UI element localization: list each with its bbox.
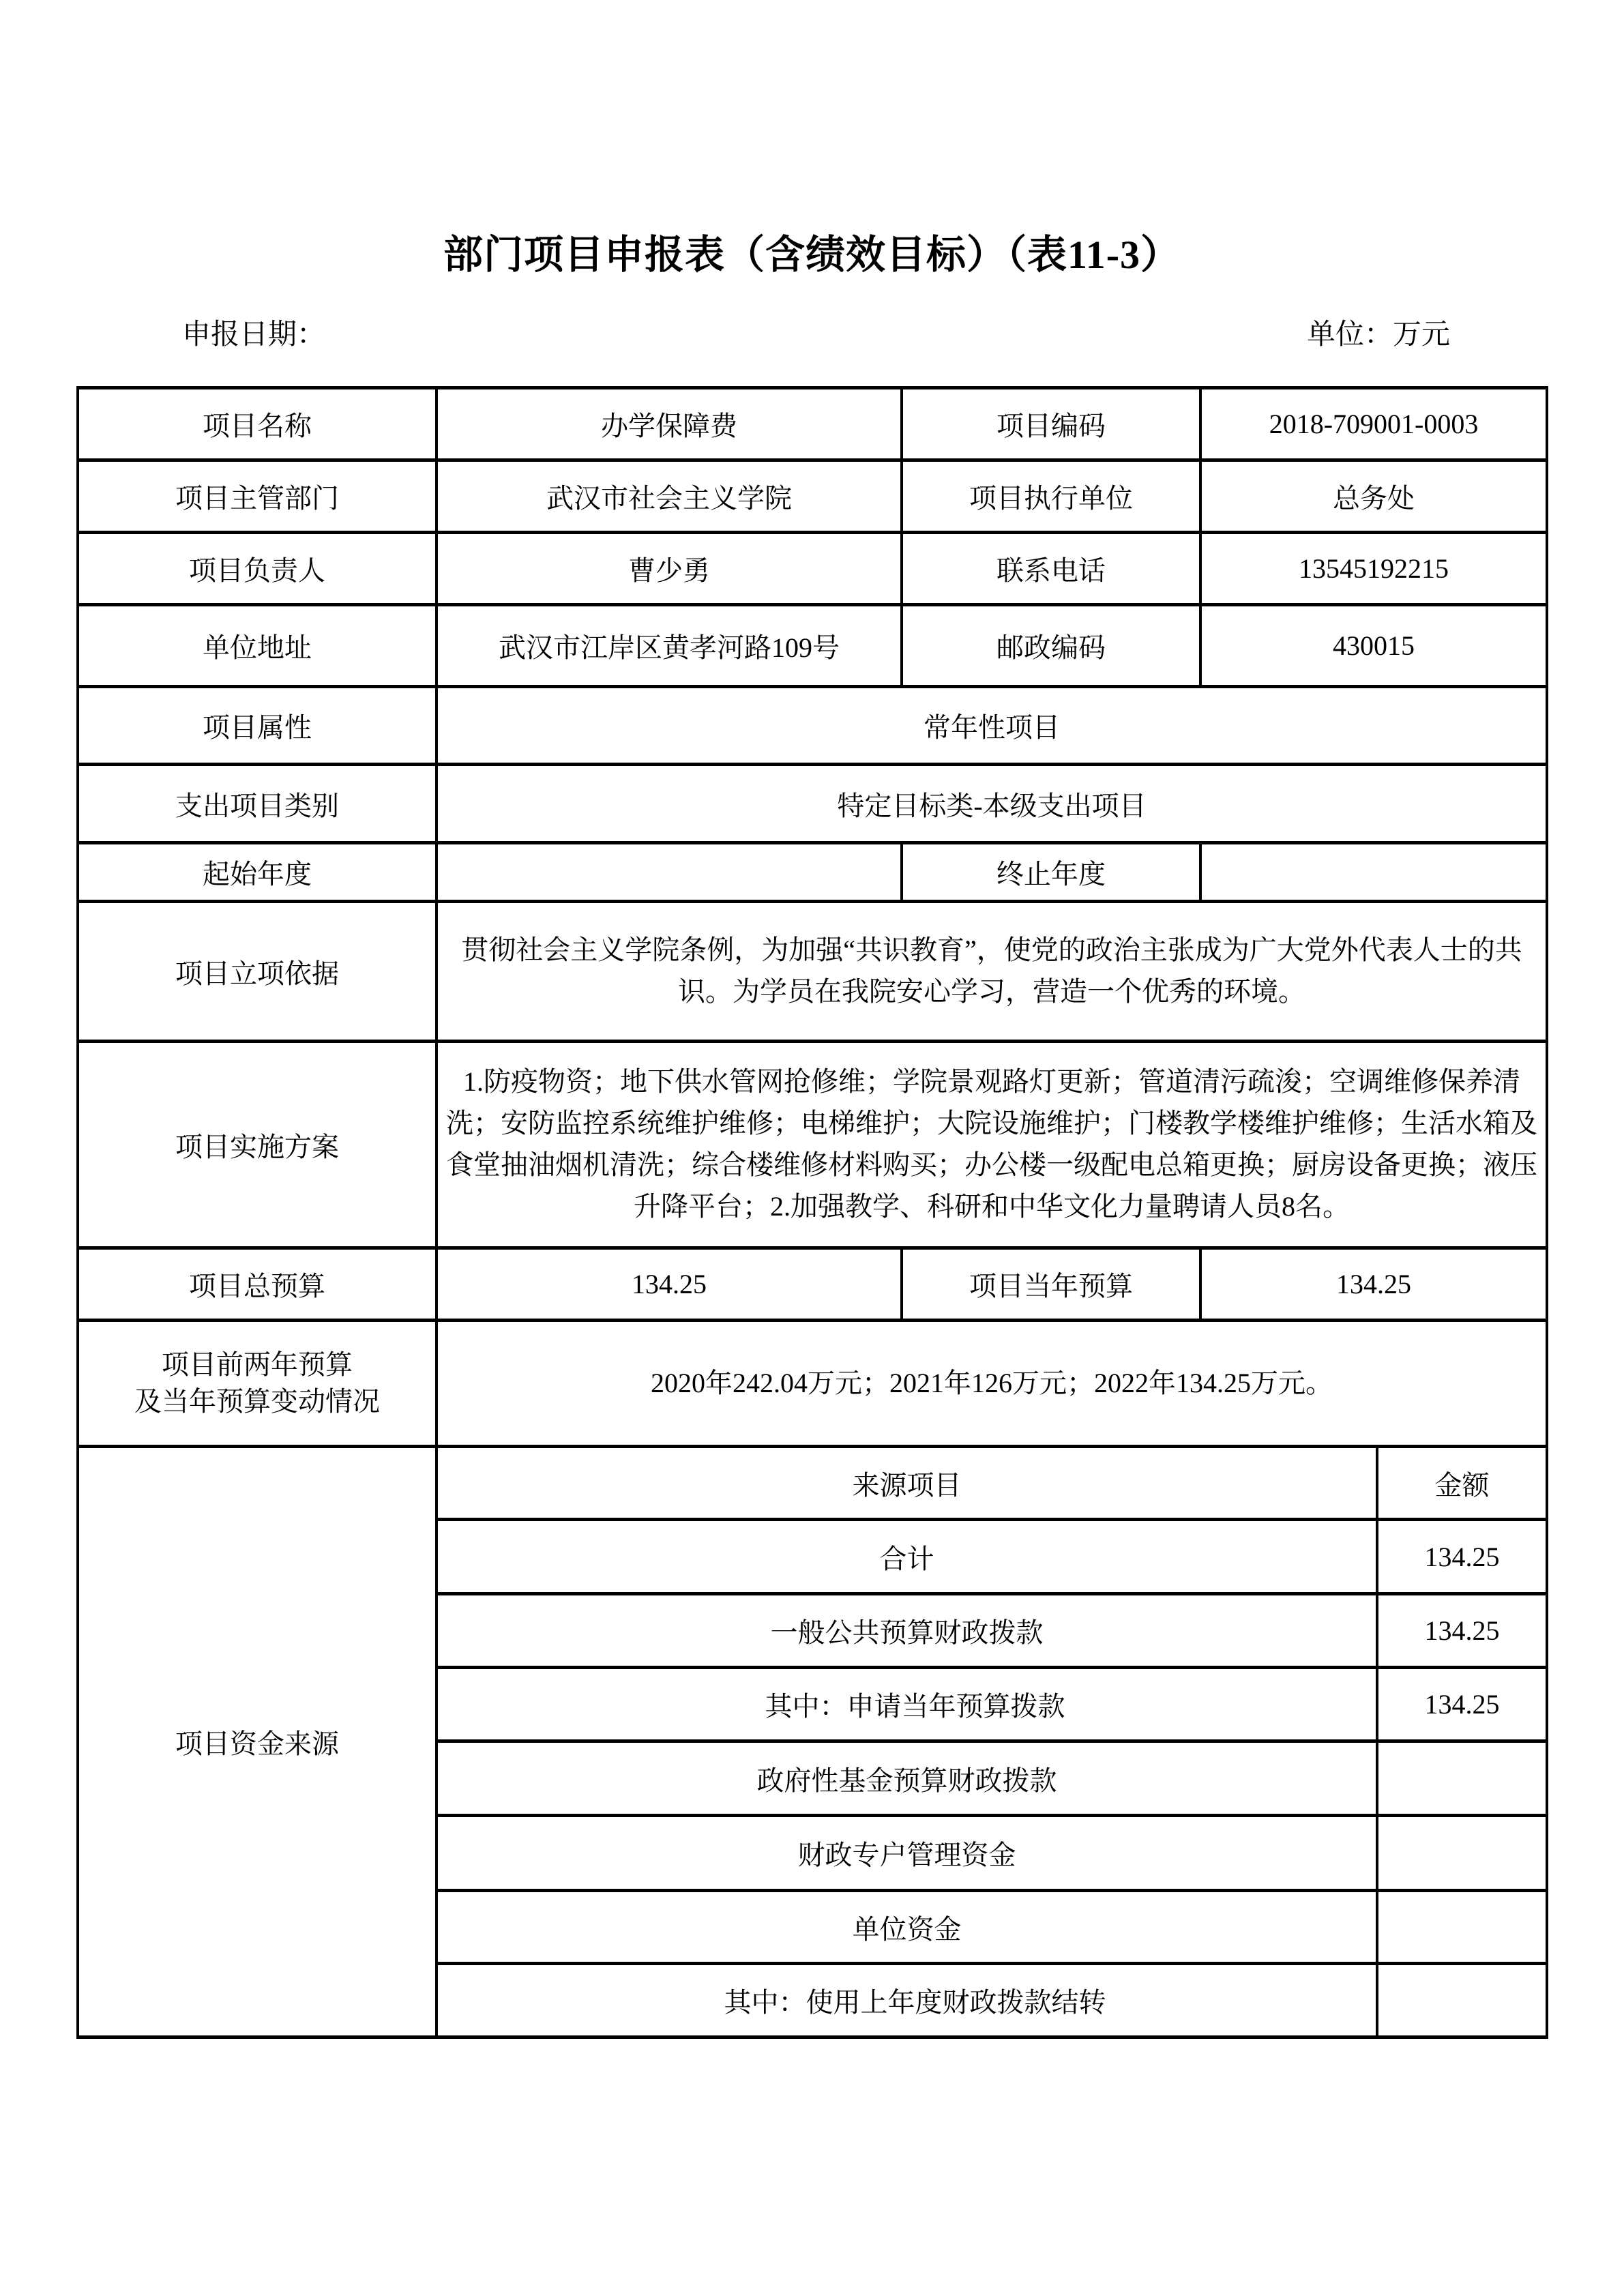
project-name-value: 办学保障费 bbox=[437, 388, 902, 460]
table-row bbox=[78, 388, 1547, 460]
year-budget-value: 134.25 bbox=[1200, 1248, 1547, 1321]
exec-unit-value: 总务处 bbox=[1200, 460, 1547, 533]
funding-header-row bbox=[78, 1447, 1547, 1520]
funding-amount-value bbox=[1377, 1964, 1547, 2037]
table-row bbox=[78, 1248, 1547, 1321]
dept-label: 项目主管部门 bbox=[78, 460, 437, 533]
total-budget-label: 项目总预算 bbox=[78, 1248, 437, 1321]
funding-source-label: 其中：使用上年度财政拨款结转 bbox=[437, 1964, 1377, 2037]
attribute-value: 常年性项目 bbox=[437, 687, 1547, 765]
funding-source-label: 单位资金 bbox=[437, 1891, 1377, 1964]
declare-date-label: 申报日期： bbox=[182, 319, 326, 351]
project-application-table bbox=[76, 386, 1548, 2039]
table-row bbox=[78, 687, 1547, 765]
prev-budget-label-line2: 及当年预算变动情况 bbox=[134, 1386, 380, 1417]
table-row bbox=[78, 843, 1547, 902]
funding-amount-value bbox=[1377, 1816, 1547, 1891]
exec-unit-label: 项目执行单位 bbox=[902, 460, 1200, 533]
postcode-label: 邮政编码 bbox=[902, 605, 1200, 687]
leader-label: 项目负责人 bbox=[78, 533, 437, 605]
prev-budget-label-line1: 项目前两年预算 bbox=[162, 1349, 353, 1380]
basis-value: 贯彻社会主义学院条例，为加强“共识教育”，使党的政治主张成为广大党外代表人士的共识。为学员在我院安心学习，营造一个优秀的环境。 bbox=[437, 902, 1547, 1042]
postcode-value: 430015 bbox=[1200, 605, 1547, 687]
table-row bbox=[78, 765, 1547, 843]
expense-category-value: 特定目标类-本级支出项目 bbox=[437, 765, 1547, 843]
project-code-label: 项目编码 bbox=[902, 388, 1200, 460]
meta-row bbox=[76, 319, 1546, 351]
address-value: 武汉市江岸区黄孝河路109号 bbox=[437, 605, 902, 687]
funding-amount-value bbox=[1377, 1741, 1547, 1816]
unit-label: 单位：万元 bbox=[1306, 319, 1450, 351]
plan-value: 1.防疫物资；地下供水管网抢修维；学院景观路灯更新；管道清污疏浚；空调维修保养清洗；安防监控系统维护维修；电梯维护；大院设施维护；门楼教学楼维护维修；生活水箱及食堂抽油烟机清洗；综合楼维修材料购买；办公楼一级配电总箱更换；厨房设备更换；液压升降平台；2.加强教学、科研和中华文化力量聘请人员8名。 bbox=[437, 1042, 1547, 1248]
funding-amount-value bbox=[1377, 1891, 1547, 1964]
table-row bbox=[78, 460, 1547, 533]
funding-amount-header: 金额 bbox=[1377, 1447, 1547, 1520]
table-row bbox=[78, 1042, 1547, 1248]
prev-budget-value: 2020年242.04万元；2021年126万元；2022年134.25万元。 bbox=[437, 1321, 1547, 1447]
table-row bbox=[78, 902, 1547, 1042]
funding-source-label: 一般公共预算财政拨款 bbox=[437, 1594, 1377, 1668]
end-year-label: 终止年度 bbox=[902, 843, 1200, 902]
funding-source-label: 政府性基金预算财政拨款 bbox=[437, 1741, 1377, 1816]
dept-value: 武汉市社会主义学院 bbox=[437, 460, 902, 533]
funding-source-header: 来源项目 bbox=[437, 1447, 1377, 1520]
end-year-value bbox=[1200, 843, 1547, 902]
funding-source-label: 其中：申请当年预算拨款 bbox=[437, 1668, 1377, 1741]
phone-value: 13545192215 bbox=[1200, 533, 1547, 605]
funding-amount-value: 134.25 bbox=[1377, 1520, 1547, 1594]
table-row bbox=[78, 533, 1547, 605]
phone-label: 联系电话 bbox=[902, 533, 1200, 605]
project-code-value: 2018-709001-0003 bbox=[1200, 388, 1547, 460]
start-year-value bbox=[437, 843, 902, 902]
funding-amount-value: 134.25 bbox=[1377, 1668, 1547, 1741]
start-year-label: 起始年度 bbox=[78, 843, 437, 902]
attribute-label: 项目属性 bbox=[78, 687, 437, 765]
table-row bbox=[78, 1321, 1547, 1447]
total-budget-value: 134.25 bbox=[437, 1248, 902, 1321]
year-budget-label: 项目当年预算 bbox=[902, 1248, 1200, 1321]
table-row bbox=[78, 605, 1547, 687]
basis-label: 项目立项依据 bbox=[78, 902, 437, 1042]
project-name-label: 项目名称 bbox=[78, 388, 437, 460]
funding-section-label: 项目资金来源 bbox=[78, 1447, 437, 2037]
funding-source-label: 财政专户管理资金 bbox=[437, 1816, 1377, 1891]
address-label: 单位地址 bbox=[78, 605, 437, 687]
expense-category-label: 支出项目类别 bbox=[78, 765, 437, 843]
prev-budget-label bbox=[78, 1321, 437, 1447]
leader-value: 曹少勇 bbox=[437, 533, 902, 605]
funding-source-label: 合计 bbox=[437, 1520, 1377, 1594]
page-title: 部门项目申报表（含绩效目标）（表11-3） bbox=[443, 233, 1181, 277]
plan-label: 项目实施方案 bbox=[78, 1042, 437, 1248]
funding-amount-value: 134.25 bbox=[1377, 1594, 1547, 1668]
